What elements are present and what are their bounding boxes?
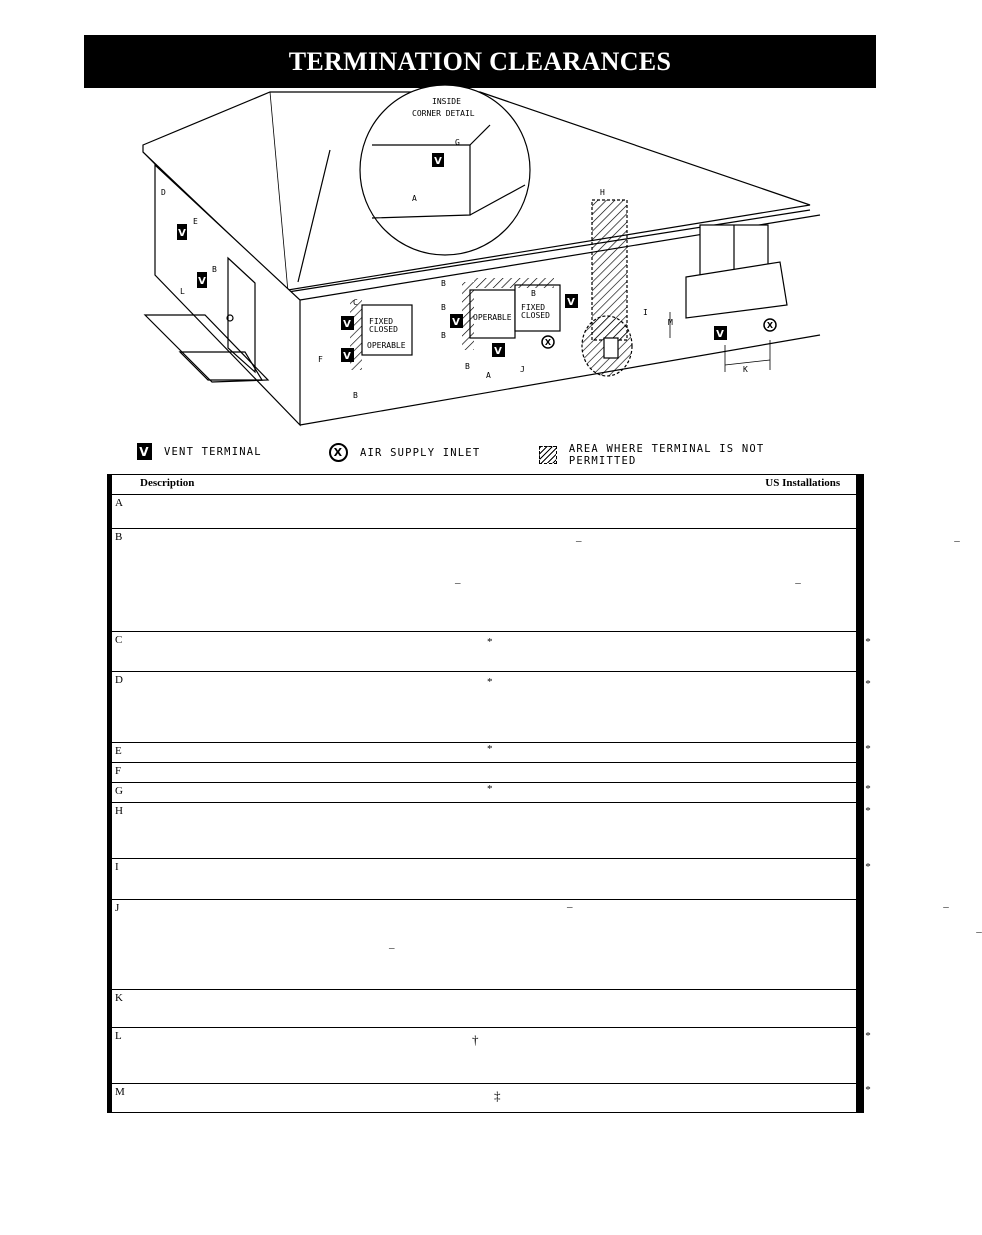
label-b-left: B	[212, 265, 217, 274]
table-row	[110, 803, 861, 859]
asterisk-mark: *	[865, 861, 871, 873]
asterisk-mark: *	[865, 743, 871, 755]
label-b-2: B	[441, 303, 446, 312]
vent-terminal-icon: V	[137, 443, 152, 460]
detail-title-1: INSIDE	[432, 97, 461, 106]
label-e: E	[193, 217, 198, 226]
window-operable-2: OPERABLE	[473, 313, 512, 322]
dash-mark: _	[567, 897, 573, 909]
hatched-area-icon	[539, 446, 557, 464]
label-i: I	[643, 308, 648, 317]
dash-mark: _	[954, 531, 960, 543]
row-letter: K	[110, 990, 136, 1028]
row-letter: E	[110, 743, 136, 763]
dash-mark: _	[576, 531, 582, 543]
table-row	[110, 743, 861, 763]
table-row	[110, 990, 861, 1028]
asterisk-mark: *	[865, 1084, 871, 1096]
vent-terminal-5: V	[452, 317, 460, 328]
detail-title-2: CORNER DETAIL	[412, 109, 475, 118]
row-letter: A	[110, 495, 136, 529]
col-header-us: US Installations	[765, 475, 860, 495]
label-b-5: B	[531, 289, 536, 298]
table-row	[110, 495, 861, 529]
vent-terminal-1: V	[178, 228, 186, 239]
dash-mark: _	[389, 938, 395, 950]
title-bar	[84, 35, 876, 88]
row-letter: J	[110, 900, 136, 990]
row-letter: B	[110, 529, 136, 632]
dash-mark: _	[795, 573, 801, 585]
label-a-detail: A	[412, 194, 417, 203]
dash-mark: _	[976, 922, 982, 934]
asterisk-mark: *	[865, 805, 871, 817]
vent-terminal-7: V	[567, 297, 575, 308]
table-row	[110, 672, 861, 743]
vent-terminal-2: V	[198, 276, 206, 287]
asterisk-mark: *	[865, 783, 871, 795]
legend	[137, 443, 837, 465]
table-row	[110, 783, 861, 803]
asterisk-mark: *	[865, 678, 871, 690]
legend-vent-label: VENT TERMINAL	[164, 445, 262, 458]
label-f: F	[318, 355, 323, 364]
window-fixed-1: FIXED	[369, 317, 394, 326]
vent-terminal-6: V	[494, 346, 502, 357]
label-b-bottom: B	[353, 391, 358, 400]
asterisk-mark: *	[487, 743, 493, 755]
asterisk-mark: *	[865, 1030, 871, 1042]
vent-terminal-8: V	[716, 329, 724, 340]
vent-terminal-3: V	[343, 319, 351, 330]
clearances-table	[107, 474, 982, 1113]
table-row	[110, 529, 861, 632]
table-row	[110, 1028, 861, 1084]
window-operable-1: OPERABLE	[367, 341, 406, 350]
row-letter: L	[110, 1028, 136, 1084]
table-row	[110, 632, 861, 672]
label-j: J	[520, 365, 525, 374]
label-a: A	[486, 371, 491, 380]
row-letter: I	[110, 859, 136, 900]
window-closed-1: CLOSED	[369, 325, 398, 334]
label-h: H	[600, 188, 605, 197]
air-inlet-2: X	[766, 321, 774, 330]
label-b-1: B	[441, 279, 446, 288]
asterisk-mark: *	[487, 783, 493, 795]
label-d: D	[161, 188, 166, 197]
label-l: L	[180, 287, 185, 296]
label-c: C	[353, 298, 358, 307]
table-row	[110, 859, 861, 900]
row-letter: D	[110, 672, 136, 743]
row-letter: F	[110, 763, 136, 783]
row-letter: H	[110, 803, 136, 859]
label-m: M	[668, 318, 673, 327]
dash-mark: _	[455, 573, 461, 585]
legend-air-label: AIR SUPPLY INLET	[360, 446, 481, 459]
legend-air	[329, 443, 480, 462]
dash-mark: _	[943, 897, 949, 909]
termination-diagram	[0, 88, 954, 440]
window-fixed-2: FIXED	[521, 303, 546, 312]
asterisk-mark: *	[487, 636, 493, 648]
dagger-mark: †	[472, 1032, 479, 1047]
row-letter: M	[110, 1084, 136, 1113]
row-letter: G	[110, 783, 136, 803]
asterisk-mark: *	[487, 676, 493, 688]
vent-terminal-9: V	[434, 156, 442, 167]
air-inlet-icon: X	[329, 443, 348, 462]
table-row	[110, 900, 861, 990]
label-b-3: B	[441, 331, 446, 340]
legend-not-permitted-label: AREA WHERE TERMINAL IS NOT PERMITTED	[568, 443, 765, 467]
row-letter: C	[110, 632, 136, 672]
label-k: K	[743, 365, 748, 374]
label-g-detail: G	[455, 138, 460, 147]
legend-not-permitted	[539, 443, 837, 467]
label-b-4: B	[465, 362, 470, 371]
page-title: TERMINATION CLEARANCES	[288, 46, 672, 76]
air-inlet-1: X	[544, 338, 552, 347]
legend-vent	[137, 443, 262, 460]
window-closed-2: CLOSED	[521, 311, 550, 320]
table-row	[110, 1084, 861, 1113]
col-header-description: Description	[110, 475, 766, 495]
vent-terminal-4: V	[343, 351, 351, 362]
asterisk-mark: *	[865, 636, 871, 648]
table-row	[110, 763, 861, 783]
double-dagger-mark: ‡	[494, 1088, 501, 1103]
